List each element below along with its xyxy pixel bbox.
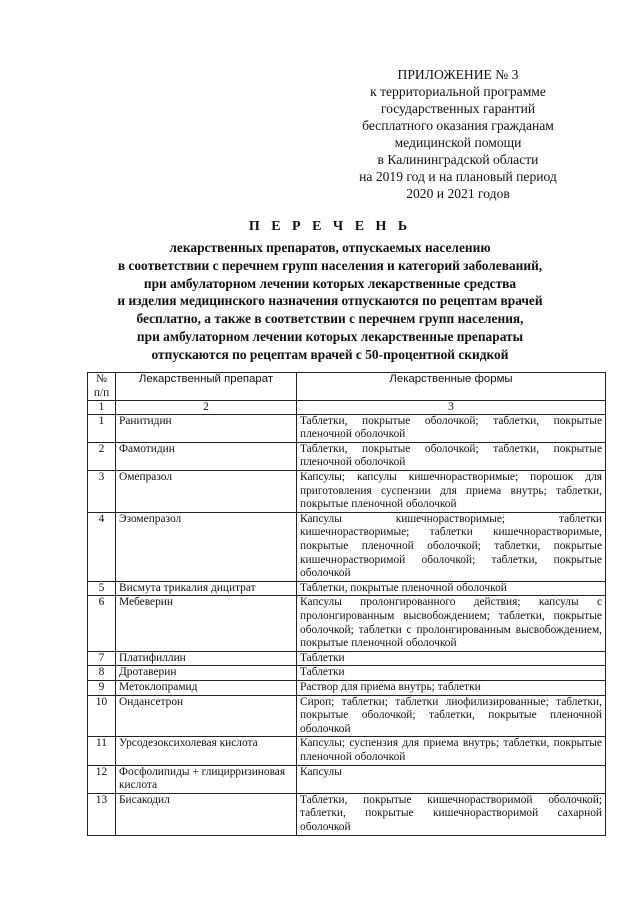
drug-forms: Капсулы; суспензия для приема внутрь; таблетки, покрытые пленочной оболочкой [297, 737, 606, 765]
drug-table [87, 372, 606, 836]
drug-name: Мебеверин [116, 596, 297, 651]
header-number [88, 373, 116, 401]
table-row [88, 581, 606, 596]
drug-name: Дротаверин [116, 666, 297, 681]
appendix-line: медицинской помощи [394, 135, 522, 150]
row-number: 5 [88, 581, 116, 596]
drug-forms: Сироп; таблетки; таблетки лиофилизированные; таблетки, покрытые оболочкой; таблетки, покрытые пленочной оболочкой [297, 695, 606, 737]
row-number: 13 [88, 793, 116, 835]
column-number: 2 [116, 401, 297, 415]
row-number: 7 [88, 651, 116, 666]
drug-name: Фамотидин [116, 442, 297, 470]
row-number: 2 [88, 442, 116, 470]
title-line: лекарственных препаратов, отпускаемых населению [169, 240, 491, 255]
row-number: 9 [88, 680, 116, 695]
row-number: 10 [88, 695, 116, 737]
appendix-line: на 2019 год и на плановый период [359, 169, 557, 184]
column-number: 1 [88, 401, 116, 415]
drug-name: Платифиллин [116, 651, 297, 666]
table-row [88, 680, 606, 695]
row-number: 11 [88, 737, 116, 765]
drug-forms: Таблетки, покрытые пленочной оболочкой [297, 581, 606, 596]
row-number: 12 [88, 765, 116, 793]
table-row [88, 695, 606, 737]
table-row [88, 666, 606, 681]
title-line: и изделия медицинского назначения отпускаются по рецептам врачей [117, 293, 543, 309]
column-number-row [88, 401, 606, 415]
appendix-header [328, 66, 588, 202]
drug-forms: Капсулы; капсулы кишечнорастворимые; порошок для приготовления суспензии для приема внутрь; таблетки, покрытые пленочной оболочкой [297, 471, 606, 513]
table-row [88, 471, 606, 513]
table-row [88, 651, 606, 666]
drug-forms: Таблетки [297, 651, 606, 666]
table-row [88, 793, 606, 835]
drug-forms: Таблетки, покрытые оболочкой; таблетки, покрытые пленочной оболочкой [297, 414, 606, 442]
title-line: отпускаются по рецептам врачей с 50-процентной скидкой [151, 346, 509, 362]
drug-name: Метоклопрамид [116, 680, 297, 695]
table-row [88, 596, 606, 651]
table-row [88, 414, 606, 442]
drug-name: Урсодезоксихолевая кислота [116, 737, 297, 765]
drug-name: Бисакодил [116, 793, 297, 835]
appendix-line: бесплатного оказания гражданам [362, 118, 554, 133]
appendix-line: к территориальной программе [370, 84, 546, 99]
drug-name: Омепразол [116, 471, 297, 513]
title-line: при амбулаторном лечении которых лекарственные препараты [136, 328, 524, 344]
appendix-line: государственных гарантий [380, 101, 536, 116]
header-number-line1: № [96, 373, 107, 385]
row-number: 4 [88, 512, 116, 581]
table-row [88, 737, 606, 765]
drug-name: Ондансетрон [116, 695, 297, 737]
table-row [88, 765, 606, 793]
table-row [88, 442, 606, 470]
drug-forms: Таблетки [297, 666, 606, 681]
drug-forms: Капсулы пролонгированного действия; капсулы с пролонгированным высвобождением; таблетки, покрытые оболочкой; таблетки с пролонгированным высвобождением, покрытые пленочной оболочкой [297, 596, 606, 651]
title-heading: П Е Р Е Ч Е Н Ь [248, 219, 412, 234]
drug-name: Ранитидин [116, 414, 297, 442]
title-line: бесплатно, а также в соответствии с перечнем групп населения, [136, 311, 524, 327]
table-row [88, 512, 606, 581]
document-title [40, 218, 620, 364]
appendix-line: 2020 и 2021 годов [406, 186, 510, 201]
row-number: 6 [88, 596, 116, 651]
row-number: 3 [88, 471, 116, 513]
drug-forms: Раствор для приема внутрь; таблетки [297, 680, 606, 695]
header-number-line2: п/п [93, 386, 110, 399]
title-line: в соответствии с перечнем групп населения и категорий заболеваний, [117, 257, 543, 273]
drug-name: Висмута трикалия дицитрат [116, 581, 297, 596]
appendix-line: ПРИЛОЖЕНИЕ № 3 [397, 67, 519, 82]
drug-name: Фосфолипиды + глицирризиновая кислота [116, 765, 297, 793]
drug-forms: Таблетки, покрытые оболочкой; таблетки, покрытые пленочной оболочкой [297, 442, 606, 470]
title-line: при амбулаторном лечении которых лекарственные средства [143, 275, 517, 291]
appendix-line: в Калининградской области [377, 152, 539, 167]
header-drug: Лекарственный препарат [116, 373, 297, 401]
column-number: 3 [297, 401, 606, 415]
header-forms: Лекарственные формы [297, 373, 606, 401]
row-number: 8 [88, 666, 116, 681]
drug-name: Эзомепразол [116, 512, 297, 581]
table-header-row [88, 373, 606, 401]
drug-forms: Таблетки, покрытые кишечнорастворимой оболочкой; таблетки, покрытые кишечнорастворимой сахарной оболочкой [297, 793, 606, 835]
drug-forms: Капсулы кишечнорастворимые; таблетки кишечнорастворимые; таблетки кишечнорастворимые, покрытые пленочной оболочкой; таблетки, покрытые кишечнорастворимой оболочкой; таблетки, покрытые оболочкой [297, 512, 606, 581]
row-number: 1 [88, 414, 116, 442]
drug-forms: Капсулы [297, 765, 606, 793]
